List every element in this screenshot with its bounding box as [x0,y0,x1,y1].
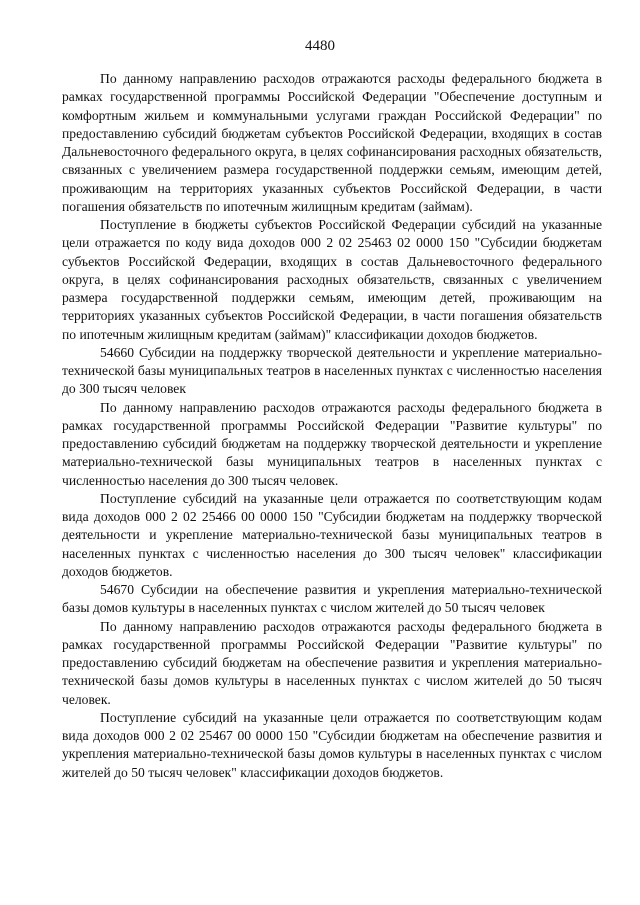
document-body [62,70,602,782]
code-heading-54660: 54660 Субсидии на поддержку творческой деятельности и укрепление материально-технической базы муниципальных театров в населенных пунктах с численностью населения до 300 тысяч человек [62,344,602,397]
paragraph-income-25463: Поступление в бюджеты субъектов Российской Федерации субсидий на указанные цели отражается по коду вида доходов 000 2 02 25463 02 0000 150 "Субсидии бюджетам субъектов Российской Федерации, входящих в состав Дальневосточного федерального округа, в целях софинансирования расходных обязательств, связанных с увеличением размера государственной поддержки семьям, имеющим детей, проживающим на территориях указанных субъектов Российской Федерации, в части погашения обязательств по ипотечным жилищным кредитам (займам)" классификации доходов бюджетов. [62,217,602,342]
code-heading-54670: 54670 Субсидии на обеспечение развития и укрепления материально-технической базы домов культуры в населенных пунктах с числом жителей до 50 тысяч человек [62,582,602,616]
paragraph-expenses-theatres: По данному направлению расходов отражаются расходы федерального бюджета в рамках государственной программы Российской Федерации "Развитие культуры" по предоставлению субсидий бюджетам на поддержку творческой деятельности и укрепление материально-технической базы муниципальных театров в населенных пунктах с численностью населения до 300 тысяч человек. [62,399,602,488]
paragraph-expenses-far-east: По данному направлению расходов отражаются расходы федерального бюджета в рамках государственной программы Российской Федерации "Обеспечение доступным и комфортным жильем и коммунальными услугами граждан Российской Федерации" по предоставлению субсидий бюджетам субъектов Российской Федерации, входящих в состав Дальневосточного федерального округа, в целях софинансирования расходных обязательств, связанных с увеличением размера государственной поддержки семьям, имеющим детей, проживающим на территориях указанных субъектов Российской Федерации, в части погашения обязательств по ипотечным жилищным кредитам (займам). [62,71,602,214]
paragraph-income-25466: Поступление субсидий на указанные цели отражается по соответствующим кодам вида доходов 000 2 02 25466 00 0000 150 "Субсидии бюджетам на поддержку творческой деятельности и укрепление материально-технической базы муниципальных театров в населенных пунктах с численностью населения до 300 тысяч человек" классификации доходов бюджетов. [62,490,602,579]
paragraph-income-25467: Поступление субсидий на указанные цели отражается по соответствующим кодам вида доходов 000 2 02 25467 00 0000 150 "Субсидии бюджетам на обеспечение развития и укрепления материально-технической базы домов культуры в населенных пунктах с числом жителей до 50 тысяч человек" классификации доходов бюджетов. [62,709,602,780]
paragraph-expenses-culture-houses: По данному направлению расходов отражаются расходы федерального бюджета в рамках государственной программы Российской Федерации "Развитие культуры" по предоставлению субсидий бюджетам на обеспечение развития и укрепления материально-технической базы домов культуры в населенных пунктах с числом жителей до 50 тысяч человек. [62,618,602,707]
page-number: 4480 [305,38,335,54]
